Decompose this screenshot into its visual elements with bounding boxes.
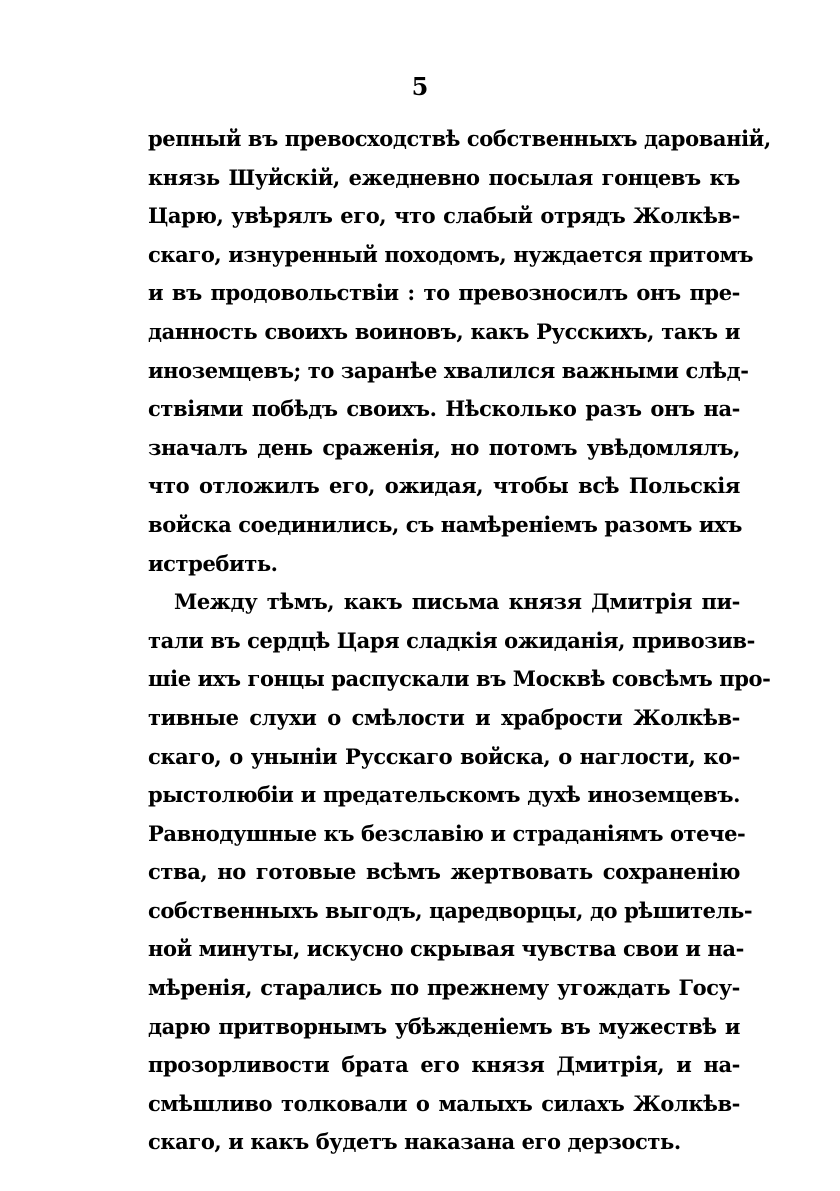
text-line: иноземцевъ; то заранѣе хвалился важными слѣд- (148, 357, 749, 383)
text-line: скаго, о унынiи Русскаго войска, о наглости, ко- (148, 743, 740, 769)
body-text (148, 120, 771, 1162)
text-line: Равнодушные къ безславію и страданіямъ отече- (148, 820, 746, 846)
text-line: собственныхъ выгодъ, царедворцы, до рѣшитель- (148, 897, 753, 923)
text-line: тивные слухи о смѣлости и храбрости Жолкѣв- (148, 704, 740, 730)
text-line: скаго, и какъ будетъ наказана его дерзость. (148, 1129, 681, 1155)
text-line: скаго, изнуренный походомъ, нуждается притомъ (148, 241, 754, 267)
text-line: Между тѣмъ, какъ письма князя Дмитрія пи- (174, 589, 740, 615)
text-line: истребить. (148, 550, 278, 576)
text-line: ной минуты, искусно скрывая чувства свои и на- (148, 936, 744, 962)
text-line: репный въ превосходствѣ собственныхъ дарованій, (148, 126, 771, 151)
text-line: и въ продовольствіи : то превозносилъ онъ пре- (148, 280, 740, 306)
text-line: дарю притворнымъ убѣжденіемъ въ мужествѣ и (148, 1013, 740, 1039)
text-line: тали въ сердцѣ Царя сладкія ожиданія, привозив- (148, 627, 755, 653)
text-line: что отложилъ его, ожидая, чтобы всѣ Польскія (148, 473, 740, 499)
text-line: мѣренія, старались по прежнему угождать Госу- (148, 975, 740, 1001)
text-line: шіе ихъ гонцы распускали въ Москвѣ совсѣмъ про- (148, 666, 771, 692)
text-line: ствіями побѣдъ своихъ. Нѣсколько разъ онъ на- (148, 396, 740, 422)
text-line: войска соединились, съ намѣреніемъ разомъ ихъ (148, 511, 742, 537)
text-line: смѣшливо толковали о малыхъ силахъ Жолкѣв- (148, 1090, 740, 1116)
text-line: прозорливости брата его князя Дмитрія, и на- (148, 1052, 740, 1078)
text-line: рыстолюбіи и предательскомъ духѣ иноземцевъ. (148, 782, 740, 808)
text-line: ства, но готовые всѣмъ жертвовать сохраненію (148, 859, 740, 885)
text-line: значалъ день сраженія, но потомъ увѣдомлялъ, (148, 434, 740, 460)
text-line: данность своихъ воиновъ, какъ Русскихъ, такъ и (148, 318, 740, 344)
text-line: Царю, увѣрялъ его, что слабый отрядъ Жолкѣв- (148, 203, 740, 229)
text-line: князь Шуйскій, ежедневно посылая гонцевъ къ (148, 164, 740, 190)
page-number: 5 (411, 72, 429, 101)
